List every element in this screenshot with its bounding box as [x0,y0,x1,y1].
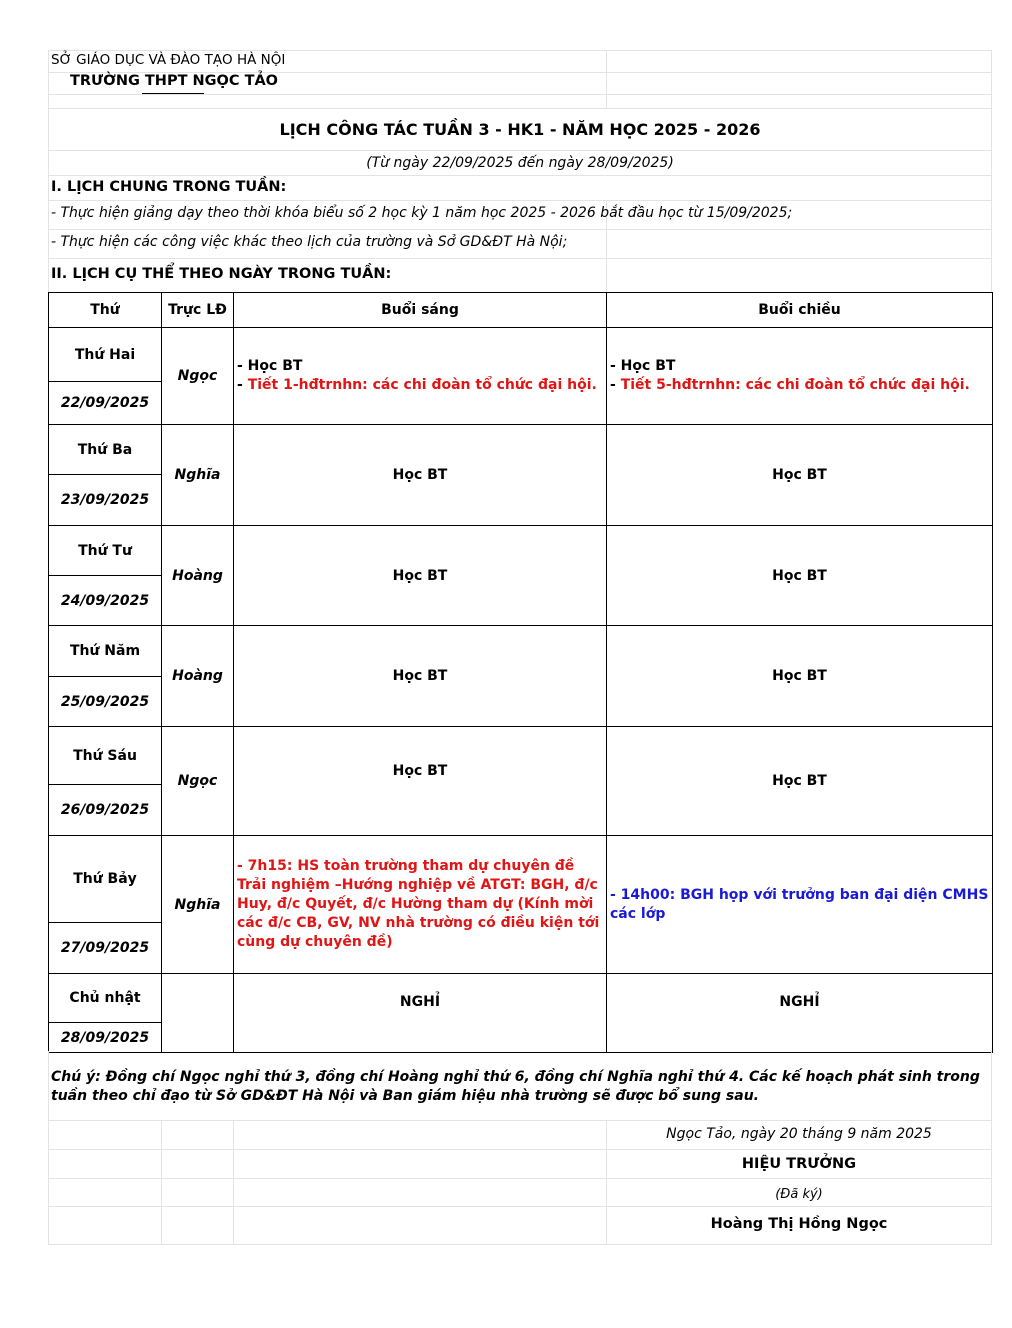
gridline [606,50,607,108]
day-cell: Thứ Tư [49,526,162,576]
date-cell: 22/09/2025 [49,382,162,425]
afternoon-cell: Học BT [607,727,993,836]
date-cell: 26/09/2025 [49,785,162,836]
morning-cell: Học BT [234,425,607,526]
header-morning: Buổi sáng [234,293,607,328]
day-cell: Thứ Ba [49,425,162,475]
general-line-1: - Thực hiện giảng dạy theo thời khóa biểu số 2 học kỳ 1 năm học 2025 - 2026 bắt đầu học từ 15/09/2025; [51,205,793,221]
duty-cell: Nghĩa [162,425,234,526]
date-range: (Từ ngày 22/09/2025 đến ngày 28/09/2025) [366,155,674,171]
morning-cell: NGHỈ [234,974,607,1053]
gridline [48,1051,49,1244]
morning-cell: Học BT [234,526,607,626]
table-row [49,526,993,576]
schedule-table [48,292,993,1053]
date-cell: 27/09/2025 [49,923,162,974]
afternoon-cell [607,328,993,425]
note: Chú ý: Đồng chí Ngọc nghỉ thứ 3, đồng chí Hoàng nghỉ thứ 6, đồng chí Nghĩa nghỉ thứ 4. Các kế hoạch phát sinh trong tuần theo chỉ đạo từ Sở GD&ĐT Hà Nội và Ban giám hiệu nhà trường sẽ được bổ sung sau. [51,1069,980,1104]
bullet: - [610,377,621,393]
afternoon-line: - Học BT [610,358,676,374]
duty-cell [162,974,234,1053]
duty-cell: Nghĩa [162,836,234,974]
gridline [48,94,992,109]
signature-role: HIỆU TRƯỞNG [741,1156,857,1172]
table-row [49,836,993,923]
gridline [233,1120,234,1244]
date-cell: 25/09/2025 [49,677,162,727]
afternoon-cell: - 14h00: BGH họp với trưởng ban đại diện CMHS các lớp [607,836,993,974]
morning-cell [234,328,607,425]
signature-signed: (Đã ký) [775,1187,823,1202]
day-cell: Thứ Sáu [49,727,162,785]
table-row [49,727,993,785]
header-duty: Trực LĐ [162,293,234,328]
day-cell: Chủ nhật [49,974,162,1023]
morning-cell: - 7h15: HS toàn trường tham dự chuyên đề Trải nghiệm –Hướng nghiệp về ATGT: BGH, đ/c Huy, đ/c Quyết, đ/c Hường tham dự (Kính mời các đ/c CB, GV, NV nhà trường có điều kiện tới cùng dự chuyên đề) [234,836,607,974]
signature-name: Hoàng Thị Hồng Ngọc [710,1216,888,1232]
gridline [48,50,49,292]
afternoon-cell: Học BT [607,526,993,626]
header-afternoon: Buổi chiều [607,293,993,328]
morning-cell: Học BT [234,626,607,727]
afternoon-cell: Học BT [607,425,993,526]
general-line-2: - Thực hiện các công việc khác theo lịch của trường và Sở GD&ĐT Hà Nội; [51,234,568,250]
morning-line-highlight: Tiết 1-hđtrnhn: các chi đoàn tổ chức đại hội. [247,377,597,393]
afternoon-cell: Học BT [607,626,993,727]
duty-cell: Ngọc [162,328,234,425]
table-row [49,626,993,677]
day-cell: Thứ Bảy [49,836,162,923]
table-header-row [49,293,993,328]
signature-place-date: Ngọc Tảo, ngày 20 tháng 9 năm 2025 [666,1126,932,1142]
table-row [49,425,993,475]
date-cell: 28/09/2025 [49,1023,162,1053]
gridline [991,1051,992,1244]
underline [142,93,204,94]
school-name: TRƯỜNG THPT NGỌC TẢO [70,73,279,89]
gridline [991,50,992,292]
day-cell: Thứ Hai [49,328,162,382]
afternoon-cell: NGHỈ [607,974,993,1053]
table-row [49,974,993,1023]
duty-cell: Hoàng [162,626,234,727]
page-title: LỊCH CÔNG TÁC TUẦN 3 - HK1 - NĂM HỌC 2025 - 2026 [279,120,761,139]
morning-line: - Học BT [237,358,303,374]
morning-cell: Học BT [234,727,607,836]
duty-cell: Ngọc [162,727,234,836]
section-heading-general: I. LỊCH CHUNG TRONG TUẦN: [51,179,287,195]
section-heading-detail: II. LỊCH CỤ THỂ THEO NGÀY TRONG TUẦN: [51,266,392,282]
date-cell: 23/09/2025 [49,475,162,526]
header-day: Thứ [49,293,162,328]
department-name: SỞ GIÁO DỤC VÀ ĐÀO TẠO HÀ NỘI [51,52,286,68]
duty-cell: Hoàng [162,526,234,626]
gridline [161,1120,162,1244]
bullet: - [237,377,248,393]
table-row [49,328,993,382]
day-cell: Thứ Năm [49,626,162,677]
date-cell: 24/09/2025 [49,576,162,626]
afternoon-line-highlight: Tiết 5-hđtrnhn: các chi đoàn tổ chức đại hội. [620,377,970,393]
